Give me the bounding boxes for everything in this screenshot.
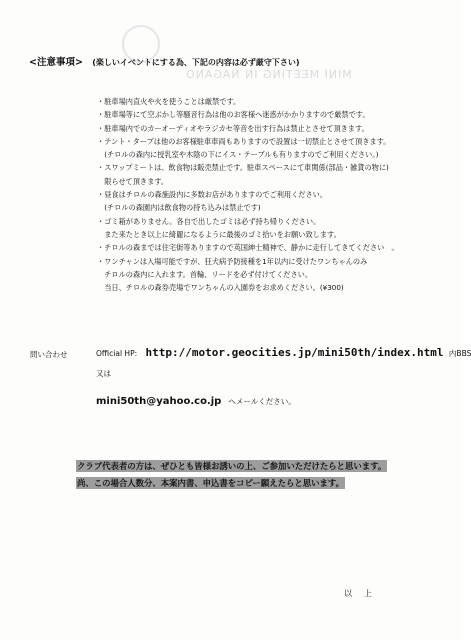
notice-item: ・テント・タープは他のお客様駐車車両もありますので設置は一切禁止とさせて頂きます。 [97, 136, 391, 146]
notice-item: ・昼食はチロルの森施設内に多数お店がありますのでご利用ください。 [97, 190, 328, 200]
official-hp-line [96, 346, 471, 359]
closing-line: クラブ代表者の方は、ぜひとも皆様お誘いの上、ご参加いただけたらと思います。 [77, 461, 387, 471]
notice-item: 当日、チロルの森券売場でワンちゃんの入園券をお求めください。(¥300) [97, 283, 344, 293]
notice-title: <注意事項> [29, 57, 83, 68]
closing-message [76, 458, 416, 492]
notice-item: チロルの森内に入れます。首輪、リードを必ず付けてください。 [97, 269, 313, 279]
notice-item: ・スワップミートは、飲食物は販売禁止です。駐車スペースにて車関係(部品・雑貨の物に) [97, 163, 389, 173]
official-hp-link[interactable]: http://motor.geocities.jp/mini50th/index.html [145, 346, 444, 359]
notice-item: ・駐車場等にて空ぶかし等騒音行為は他のお客様へ迷惑がかかりますので厳禁です。 [97, 110, 370, 120]
notice-subtitle: (楽しいイベントにする為、下記の内容は必ず厳守下さい) [92, 58, 300, 67]
notice-item: ・チロルの森までは住宅街等ありますので英国紳士精神で、静かに走行してきてください 。 [97, 243, 399, 253]
email-link[interactable]: mini50th@yahoo.co.jp [96, 396, 222, 407]
notice-heading [29, 54, 300, 68]
or-label: 又は [96, 369, 111, 378]
notice-list [97, 95, 437, 294]
show-through-title: MINI MEETING IN NAGANO [185, 68, 352, 81]
end-mark: 以上 [344, 589, 384, 598]
notice-item: (チロルの森内に授乳室や木陰の下にイス・テーブルも有りますのでご利用ください。) [97, 150, 379, 160]
official-hp-label: Official HP: [96, 349, 138, 358]
contact-label: 問い合わせ [30, 350, 68, 359]
bbs-note: 内BBS [448, 349, 471, 358]
email-suffix: へメールください。 [228, 397, 296, 406]
notice-item: (チロルの森園内は飲食物の持ち込みは禁止です) [97, 203, 261, 213]
email-line [96, 389, 296, 408]
notice-item: また来たとき以上に綺麗になるように最後のゴミ拾いをお願い致します。 [97, 229, 341, 239]
notice-item: ・ワンチャンは入場可能ですが、狂犬病予防接種を1年以内に受けたワンちゃんのみ [97, 256, 368, 266]
closing-line: 尚、この場合人数分、本案内書、申込書をコピー願えたらと思います。 [77, 478, 344, 488]
notice-item: ・駐車場内でのカーオーディオやラジカセ等音を出す行為は禁止とさせて頂きます。 [97, 123, 369, 133]
notice-item: ・ゴミ箱がありません。各自で出したゴミは必ず持ち帰りください。 [97, 216, 321, 226]
notice-item: 限らせて頂きます。 [97, 176, 169, 186]
notice-item: ・駐車場内直火や火を使うことは厳禁です。 [97, 97, 241, 106]
